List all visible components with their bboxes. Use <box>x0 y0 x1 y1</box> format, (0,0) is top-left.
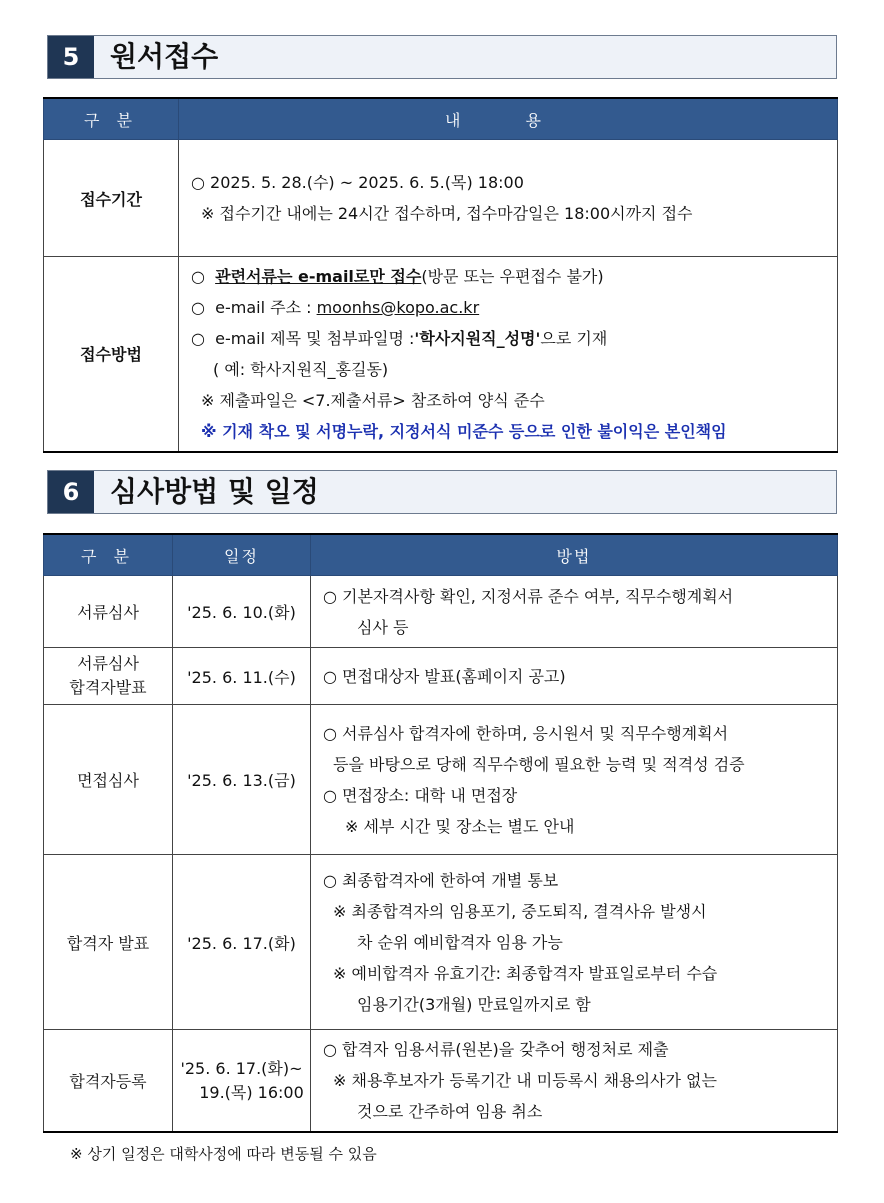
content-line <box>191 261 837 292</box>
emphasis-text: '학사지원직_성명' <box>414 328 541 348</box>
line-rest: 으로 기재 <box>540 328 608 348</box>
content-line: 등을 바탕으로 당해 직무수행에 필요한 능력 및 적격성 검증 <box>333 754 745 774</box>
header-category: 구 분 <box>44 534 173 576</box>
row-date: '25. 6. 17.(화) <box>173 855 311 1030</box>
content-line: 심사 등 <box>357 617 409 637</box>
content-line: ( 예: 학사지원직_홍길동) <box>213 359 389 379</box>
row-content <box>311 576 838 648</box>
row-content <box>311 855 838 1030</box>
table-header-row <box>44 534 838 576</box>
content-line: ※ 접수기간 내에는 24시간 접수하며, 접수마감일은 18:00시까지 접수 <box>201 204 693 223</box>
row-content <box>311 648 838 705</box>
line-prefix: ○ e-mail 주소 : <box>191 297 317 317</box>
date-line: 19.(목) 16:00 <box>199 1082 304 1102</box>
row-label: 합격자등록 <box>44 1030 173 1133</box>
table-row <box>44 140 838 257</box>
table-row <box>44 648 838 705</box>
row-label: 서류심사 <box>44 576 173 648</box>
content-line: ○ 면접대상자 발표(홈페이지 공고) <box>323 666 566 686</box>
content-line <box>191 292 837 323</box>
row-date: '25. 6. 13.(금) <box>173 705 311 855</box>
email-link[interactable]: moonhs@kopo.ac.kr <box>316 297 480 317</box>
content-line: ※ 예비합격자 유효기간: 최종합격자 발표일로부터 수습 <box>333 963 718 983</box>
header-content: 내 용 <box>179 98 838 140</box>
row-date <box>173 1030 311 1133</box>
row-content <box>311 705 838 855</box>
content-line: ※ 세부 시간 및 장소는 별도 안내 <box>345 816 575 836</box>
row-content <box>311 1030 838 1133</box>
content-line: 차 순위 예비합격자 임용 가능 <box>357 932 563 952</box>
section-5-number: 5 <box>48 36 94 78</box>
content-line: 임용기간(3개월) 만료일까지로 함 <box>357 994 591 1014</box>
warning-line: ※ 기재 착오 및 서명누락, 지정서식 미준수 등으로 인한 불이익은 본인책임 <box>201 421 727 441</box>
content-line: 것으로 간주하여 임용 취소 <box>357 1102 543 1121</box>
content-line: ※ 채용후보자가 등록기간 내 미등록시 채용의사가 없는 <box>333 1071 717 1090</box>
content-line: ※ 최종합격자의 임용포기, 중도퇴직, 결격사유 발생시 <box>333 901 707 921</box>
line-prefix: ○ e-mail 제목 및 첨부파일명 : <box>191 328 415 348</box>
table-row <box>44 705 838 855</box>
row-date: '25. 6. 10.(화) <box>173 576 311 648</box>
header-method: 방법 <box>311 534 838 576</box>
label-line: 합격자발표 <box>69 678 147 697</box>
content-line: ○ 최종합격자에 한하여 개별 통보 <box>323 870 559 890</box>
content-line: ○ 면접장소: 대학 내 면접장 <box>323 785 518 805</box>
table-row <box>44 257 838 452</box>
row-label: 접수기간 <box>44 140 179 257</box>
header-date: 일정 <box>173 534 311 576</box>
schedule-table <box>43 533 838 1133</box>
line-prefix: ○ <box>191 266 216 286</box>
emphasis-text: 관련서류는 e-mail로만 접수 <box>215 266 422 286</box>
row-label: 면접심사 <box>44 705 173 855</box>
section-5-title: 원서접수 <box>110 40 219 73</box>
row-content <box>179 140 838 257</box>
table-header-row <box>44 98 838 140</box>
row-content <box>179 257 838 452</box>
content-line <box>191 323 837 354</box>
date-line: '25. 6. 17.(화)~ <box>180 1058 303 1078</box>
section-6-header <box>47 470 837 514</box>
content-line: ○ 2025. 5. 28.(수) ~ 2025. 6. 5.(목) 18:00 <box>191 173 524 192</box>
section-5-header <box>47 35 837 79</box>
application-table <box>43 97 838 453</box>
content-line: ○ 합격자 임용서류(원본)을 갖추어 행정처로 제출 <box>323 1040 669 1059</box>
table-row <box>44 576 838 648</box>
row-label: 합격자 발표 <box>44 855 173 1030</box>
table-row <box>44 855 838 1030</box>
row-date: '25. 6. 11.(수) <box>173 648 311 705</box>
content-line: ※ 제출파일은 <7.제출서류> 참조하여 양식 준수 <box>201 390 545 410</box>
section-6-title: 심사방법 및 일정 <box>110 475 319 508</box>
row-label: 접수방법 <box>44 257 179 452</box>
label-line: 서류심사 <box>77 654 139 673</box>
row-label <box>44 648 173 705</box>
footnote: ※ 상기 일정은 대학사정에 따라 변동될 수 있음 <box>70 1145 377 1163</box>
section-6-number: 6 <box>48 471 94 513</box>
line-rest: (방문 또는 우편접수 불가) <box>421 266 604 286</box>
header-category: 구 분 <box>44 98 179 140</box>
content-line: ○ 기본자격사항 확인, 지정서류 준수 여부, 직무수행계획서 <box>323 586 734 606</box>
content-line: ○ 서류심사 합격자에 한하며, 응시원서 및 직무수행계획서 <box>323 723 729 743</box>
table-row <box>44 1030 838 1133</box>
